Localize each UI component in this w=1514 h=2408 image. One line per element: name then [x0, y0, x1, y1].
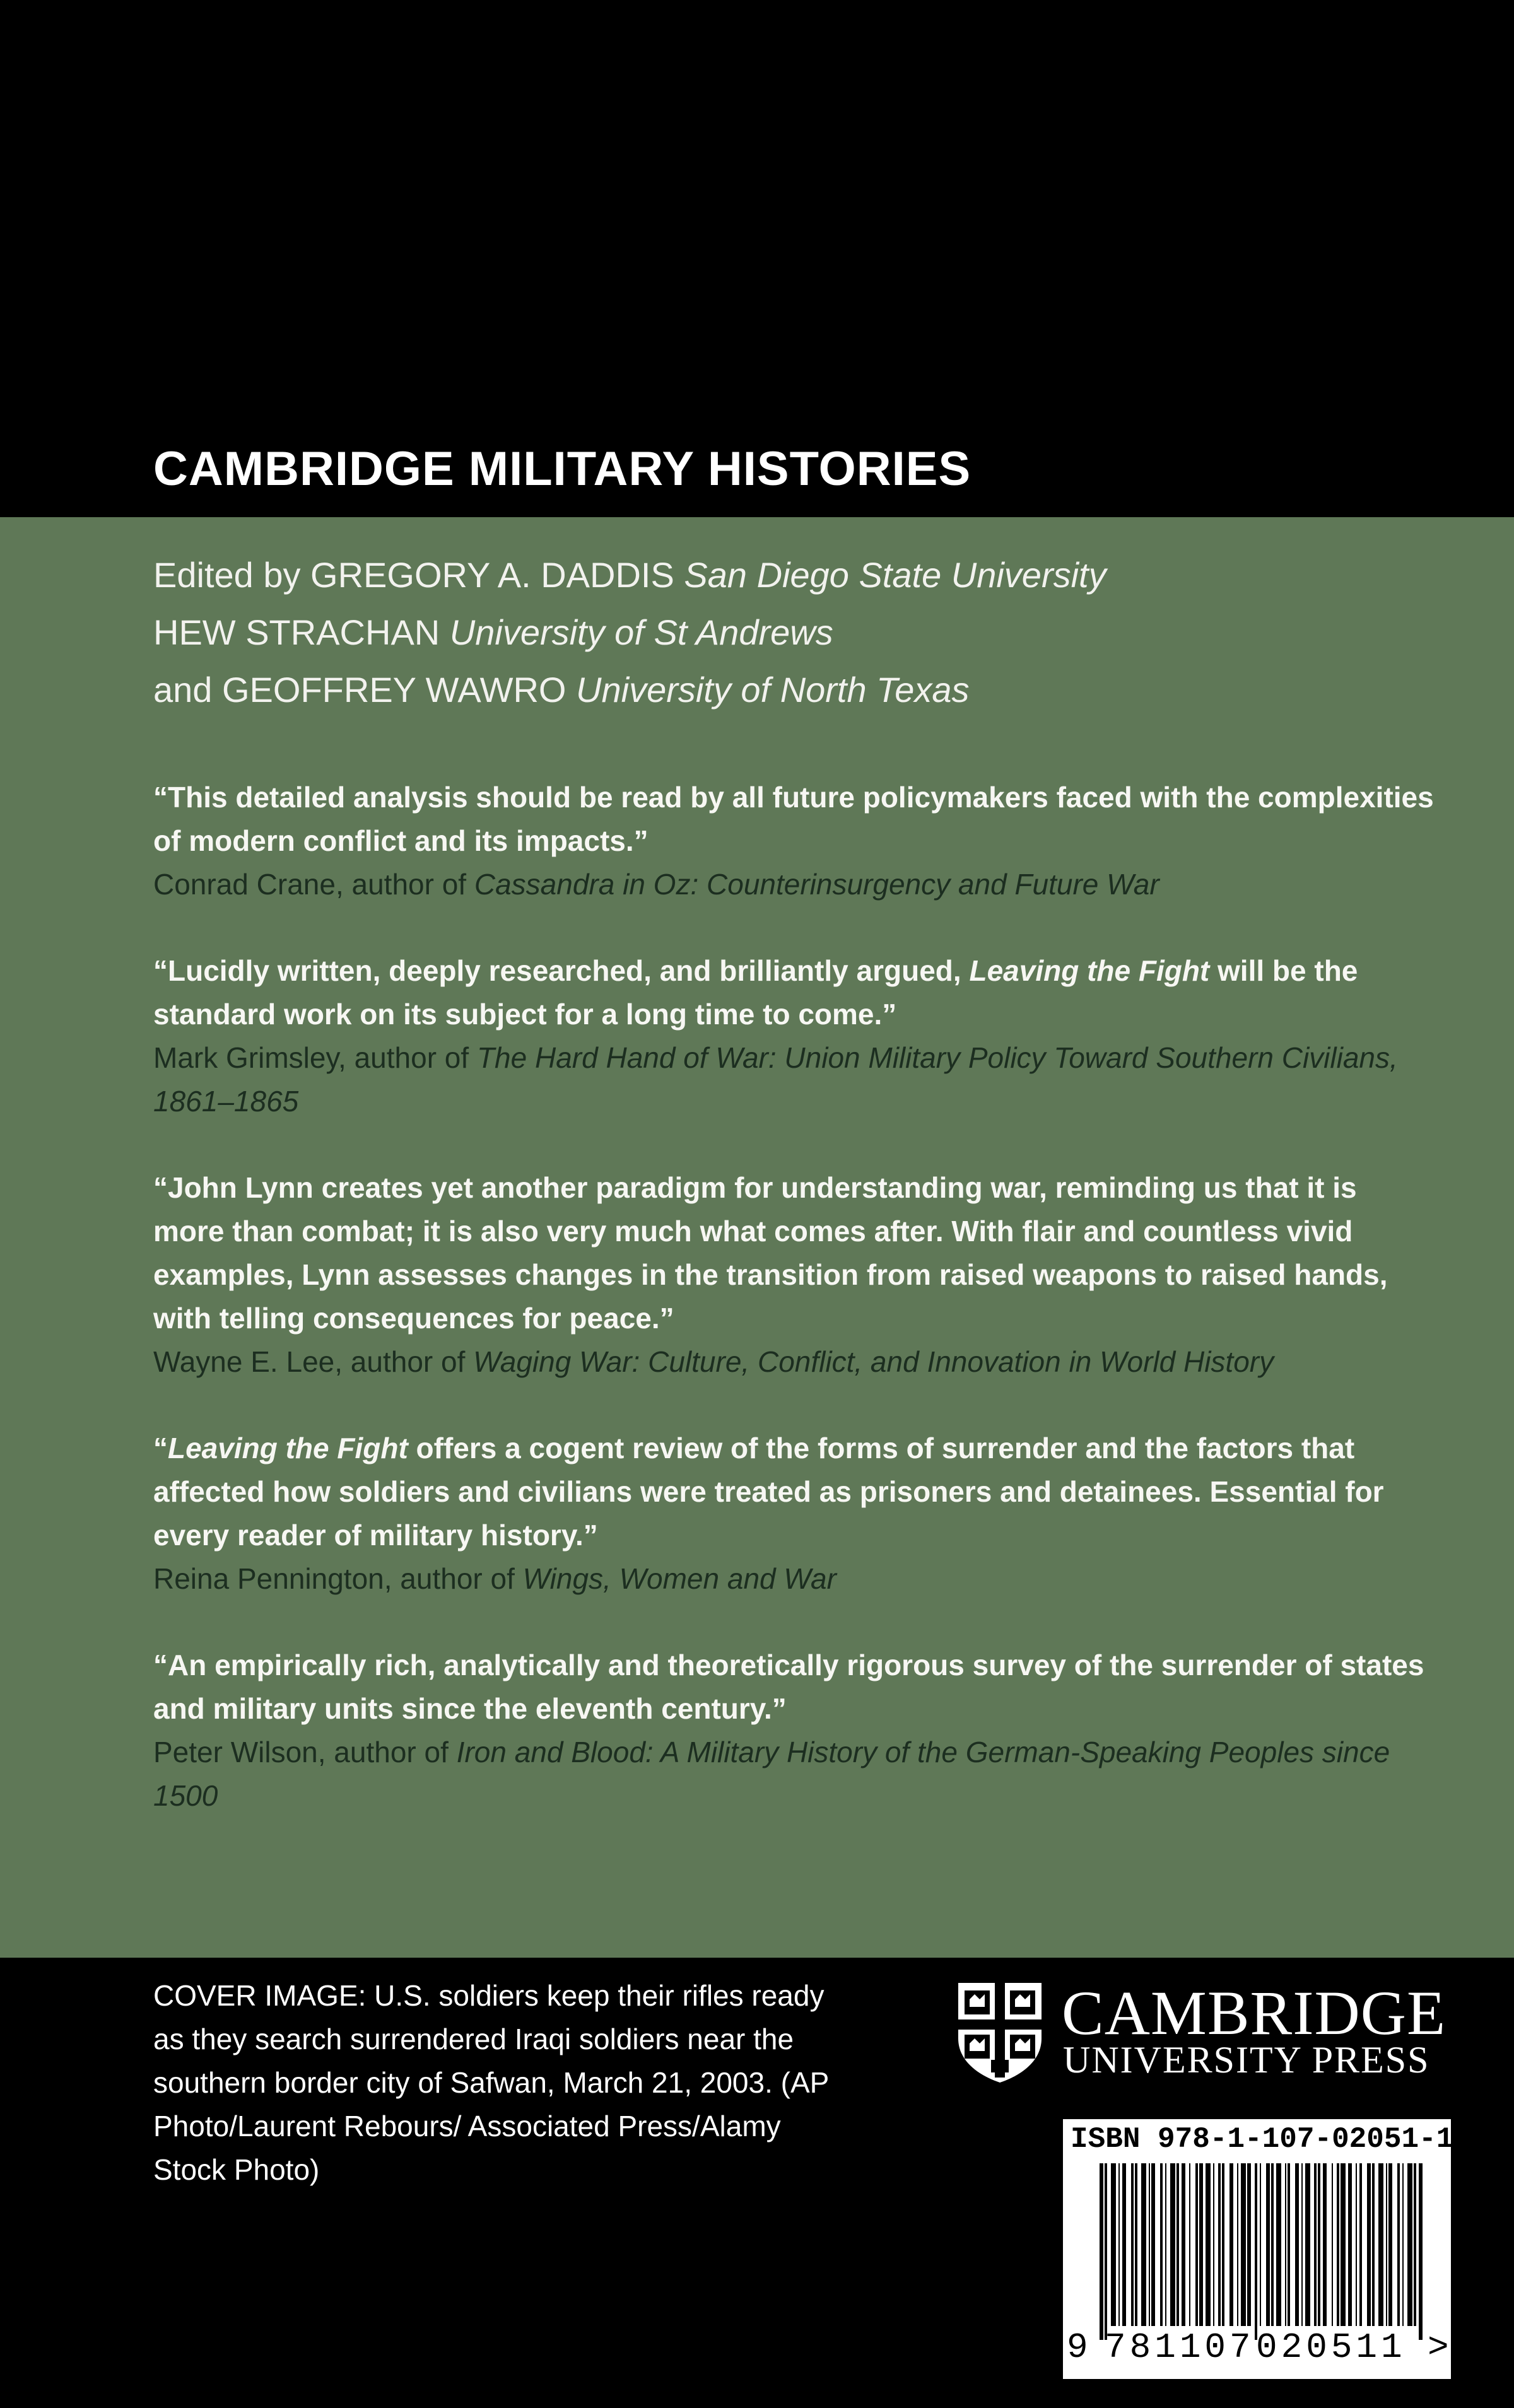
- publisher-name: CAMBRIDGE: [1062, 1978, 1447, 2048]
- cover-image-caption: COVER IMAGE: U.S. soldiers keep their rifles ready as they search surrendered Iraqi soldiers near the southern border city of Safwan, March 21, 2003. (AP Photo/Laurent Rebours/ Associated Press/Alamy Stock Photo): [153, 1979, 829, 2186]
- barcode-digits-right: 020511: [1256, 2327, 1406, 2368]
- editor-name: GREGORY A. DADDIS: [310, 555, 674, 595]
- endorsement-quote: “Leaving the Fight offers a cogent review of the forms of surrender and the factors that affected how soldiers and civilians were treated as prisoners and detainees. Essential for every reader of military history.”: [153, 1432, 1384, 1552]
- endorsement-attribution: Wayne E. Lee, author of Waging War: Culture, Conflict, and Innovation in World History: [153, 1345, 1274, 1378]
- barcode-digits-left: 781107: [1105, 2327, 1255, 2368]
- isbn-label: ISBN 978-1-107-02051-1: [1071, 2123, 1454, 2156]
- endorsements: [153, 776, 1434, 1861]
- endorsement: [153, 776, 1434, 906]
- endorsement-attribution: Mark Grimsley, author of The Hard Hand of War: Union Military Policy Toward Southern Civilians, 1861–1865: [153, 1041, 1398, 1118]
- series-title: CAMBRIDGE MILITARY HISTORIES: [153, 442, 971, 496]
- endorsement-quote: “Lucidly written, deeply researched, and brilliantly argued, Leaving the Fight will be the standard work on its subject for a long time to come.”: [153, 954, 1358, 1031]
- top-black-band: [0, 0, 1514, 517]
- endorsement-quote: “An empirically rich, analytically and theoretically rigorous survey of the surrender of states and military units since the eleventh century.”: [153, 1649, 1424, 1725]
- endorsement-attribution: Conrad Crane, author of Cassandra in Oz: Counterinsurgency and Future War: [153, 868, 1159, 901]
- editor-name: GEOFFREY WAWRO: [222, 670, 566, 710]
- editor-line: [153, 604, 1106, 661]
- cambridge-crest-icon: [956, 1980, 1044, 2084]
- endorsement-attribution: Reina Pennington, author of Wings, Women and War: [153, 1562, 836, 1595]
- barcode-digits: [1063, 2119, 1454, 2379]
- barcode-digit-first: 9: [1067, 2327, 1088, 2368]
- editor-affiliation: University of North Texas: [576, 670, 970, 710]
- editor-prefix: and: [153, 670, 222, 710]
- editor-line: [153, 546, 1106, 604]
- endorsement-attribution: Peter Wilson, author of Iron and Blood: A Military History of the German-Speaking Peoples since 1500: [153, 1736, 1390, 1812]
- editor-affiliation: San Diego State University: [684, 555, 1106, 595]
- isbn-barcode: [1063, 2119, 1454, 2379]
- endorsement: [153, 1166, 1434, 1384]
- publisher-subname: UNIVERSITY PRESS: [1063, 2039, 1430, 2081]
- endorsement: [153, 1427, 1434, 1601]
- endorsement-quote: “This detailed analysis should be read by all future policymakers faced with the complexities of modern conflict and its impacts.”: [153, 781, 1434, 857]
- barcode-end-mark: >: [1428, 2327, 1449, 2368]
- endorsement: [153, 949, 1434, 1123]
- endorsement-quote: “John Lynn creates yet another paradigm for understanding war, reminding us that it is more than combat; it is also very much what comes after. With flair and countless vivid examples, Lynn assesses changes in the transition from raised weapons to raised hands, with telling consequences for peace.”: [153, 1171, 1388, 1335]
- editor-prefix: Edited by: [153, 555, 311, 595]
- editor-name: HEW STRACHAN: [153, 612, 440, 652]
- editor-affiliation: University of St Andrews: [449, 612, 833, 652]
- editor-line: [153, 661, 1106, 718]
- endorsement: [153, 1644, 1434, 1818]
- editors-block: [153, 546, 1106, 718]
